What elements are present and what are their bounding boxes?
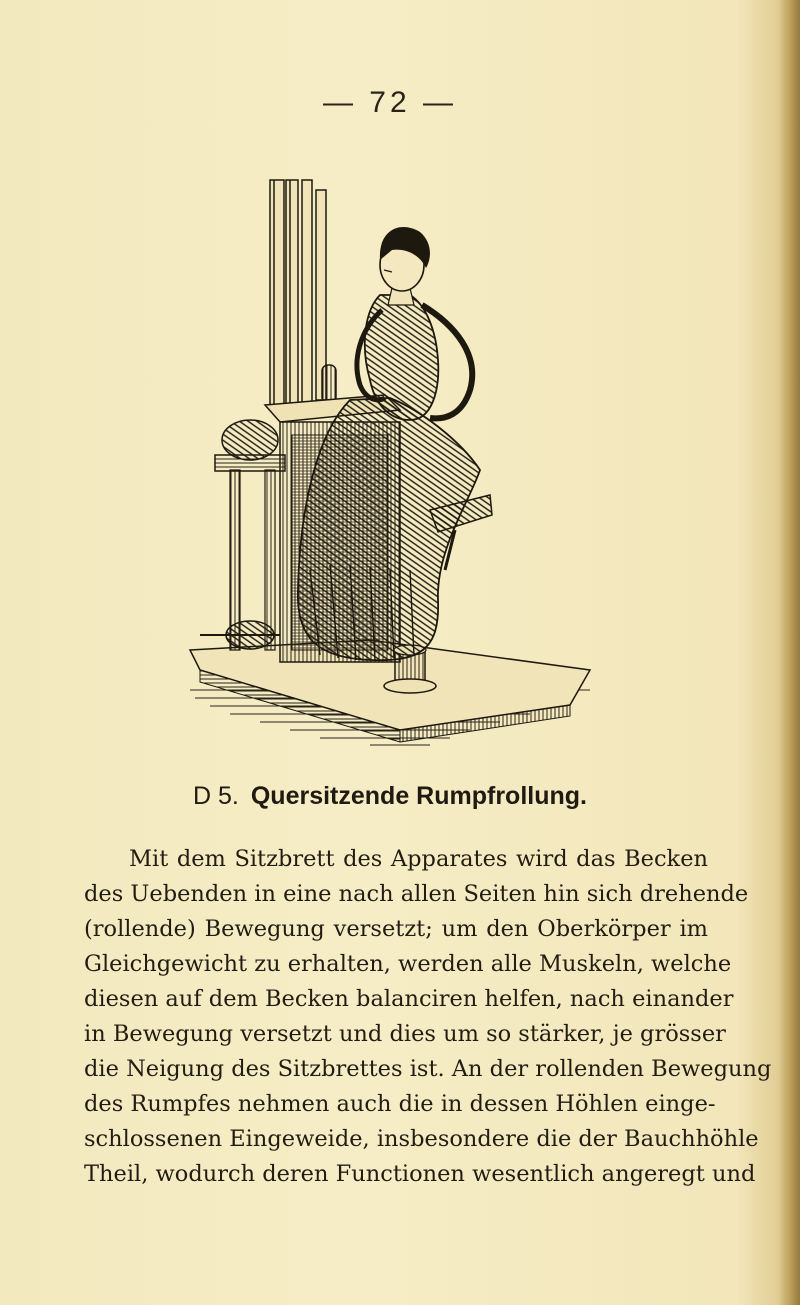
text-line: Theil, wodurch deren Functionen wesentlich angeregt und [84,1161,756,1187]
figure-code: D 5. [193,782,239,810]
figure-caption [0,782,780,811]
text-line: des Uebenden in eine nach allen Seiten hin sich drehende [84,881,749,907]
text-line: die Neigung des Sitzbrettes ist. An der rollenden Bewegung [84,1056,772,1082]
side-frame [200,420,285,650]
engraving-illustration [170,170,610,760]
text-line: Gleichgewicht zu erhalten, werden alle Muskeln, welche [84,951,732,977]
text-line: diesen auf dem Becken balanciren helfen, nach einander [84,986,734,1012]
text-line: schlossenen Eingeweide, insbesondere die der Bauchhöhle [84,1126,759,1152]
vertical-poles [270,180,326,410]
figure-title: Quersitzende Rumpfrollung. [250,782,587,810]
body-paragraph [84,842,772,1192]
text-line: Mit dem Sitzbrett des Apparates wird das Becken [129,846,708,872]
text-line: in Bewegung versetzt und dies um so stärker, je grösser [84,1021,726,1047]
text-line: (rollende) Bewegung versetzt; um den Oberkörper im [84,916,708,942]
text-line: des Rumpfes nehmen auch die in dessen Höhlen einge- [84,1091,716,1117]
page-edge-shadow [778,0,800,1305]
page-number: — 72 — [322,86,458,119]
lever-knob [322,365,336,403]
